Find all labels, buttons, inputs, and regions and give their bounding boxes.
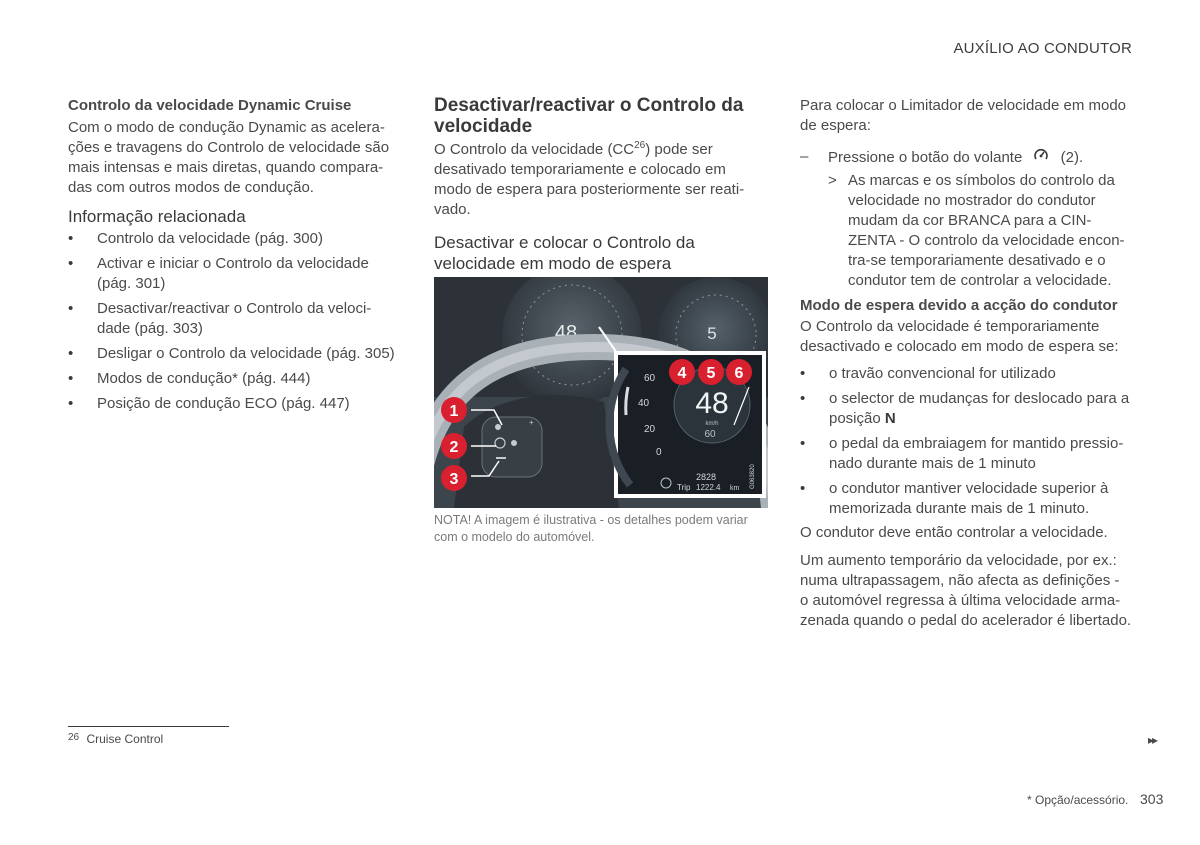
temporary-increase-text	[800, 551, 1140, 631]
option-note: * Opção/acessório.	[1027, 793, 1129, 807]
chapter-header: AUXÍLIO AO CONDUTOR	[953, 40, 1132, 57]
text-line: Com o modo de condução Dynamic as acelera-	[68, 119, 385, 136]
button-label: +	[529, 418, 534, 427]
sub-heading-line: Desactivar e colocar o Controlo da	[434, 233, 695, 252]
step-item	[800, 147, 1140, 167]
footnote	[68, 732, 163, 746]
text-line: • o travão convencional for utilizado	[829, 365, 1056, 382]
trip-label: Trip	[677, 483, 691, 492]
footnote-ref[interactable]: 26	[634, 140, 646, 151]
dynamic-cruise-text	[68, 118, 398, 198]
callout-number: 5	[706, 365, 716, 382]
related-link[interactable]	[68, 394, 408, 414]
link-text[interactable]: • Desactivar/reactivar o Controlo da veloci-	[97, 300, 372, 317]
dynamic-cruise-heading: Controlo da velocidade Dynamic Cruise	[68, 97, 352, 114]
list-item	[800, 479, 1140, 519]
section-intro	[434, 140, 774, 220]
link-text[interactable]: • Activar e iniciar o Controlo da velocidade	[97, 255, 369, 272]
caption-line: NOTA! A imagem é ilustrativa - os detalhes podem variar	[434, 513, 748, 527]
conditions-list	[800, 364, 1140, 524]
callout-number: 2	[449, 439, 459, 456]
step-content	[828, 147, 1083, 169]
trip-value: 1222.4	[696, 483, 721, 492]
button-mark	[495, 424, 501, 430]
text-line: desativado temporariamente e colocado em	[434, 161, 726, 178]
text-line: desactivado e colocado em modo de espera se:	[800, 338, 1119, 355]
text-line: nado durante mais de 1 minuto	[829, 455, 1036, 472]
text-line: vado.	[434, 201, 471, 218]
result-text	[828, 171, 1138, 291]
text-line: tra-se temporariamente desativado e o	[848, 252, 1106, 269]
callout-number: 4	[677, 365, 687, 382]
cluster-speed: 48	[554, 322, 578, 344]
footnote-number: 26	[68, 732, 80, 743]
text-line: o automóvel regressa à última velocidade arma-	[800, 592, 1121, 609]
related-link[interactable]	[68, 254, 408, 294]
footnote-divider	[68, 726, 229, 727]
text-line: memorizada durante mais de 1 minuto.	[829, 500, 1090, 517]
footnote-text: Cruise Control	[86, 732, 164, 746]
text-line: • o selector de mudanças for deslocado para a	[829, 390, 1130, 407]
text-fragment: posição	[829, 410, 885, 427]
intro-text: ) pode ser	[645, 141, 713, 158]
text-line: • o condutor mantiver velocidade superior à	[829, 480, 1109, 497]
steering-wheel-figure	[434, 277, 768, 508]
set-speed: 60	[704, 429, 716, 440]
odometer: 2828	[696, 472, 717, 482]
step-reference: (2).	[1060, 148, 1084, 166]
text-line: modo de espera para posteriormente ser reati-	[434, 181, 745, 198]
title-line: Desactivar/reactivar o Controlo da	[434, 95, 744, 116]
speedometer-icon	[1026, 147, 1056, 169]
text-line: mudam da cor BRANCA para a CIN-	[848, 212, 1092, 229]
link-text[interactable]: • Controlo da velocidade (pág. 300)	[97, 230, 323, 247]
text-line: mais intensas e mais diretas, quando compara-	[68, 159, 384, 176]
related-link[interactable]	[68, 369, 408, 389]
continue-icon: ▸▸	[1148, 733, 1157, 747]
speedometer-icon-graphic	[1033, 147, 1049, 163]
gauge-mark: 20	[644, 424, 656, 435]
text-line: numa ultrapassagem, não afecta as definições -	[800, 572, 1120, 589]
page-number: 303	[1140, 791, 1164, 807]
text-line	[829, 409, 1140, 429]
related-links-list	[68, 229, 408, 419]
gauge-mark: 60	[644, 373, 656, 384]
trip-unit: km	[730, 485, 740, 492]
callout-number: 6	[734, 365, 744, 382]
caption-line: com o modelo do automóvel.	[434, 530, 595, 544]
text-line: • o pedal da embraiagem for mantido pressio-	[829, 435, 1124, 452]
list-item	[800, 364, 1140, 384]
link-text[interactable]: • Desligar o Controlo da velocidade (pág. 305)	[97, 345, 395, 362]
text-line: As marcas e os símbolos do controlo da	[848, 172, 1115, 189]
link-text[interactable]: • Posição de condução ECO (pág. 447)	[97, 395, 350, 412]
standby-intro	[800, 317, 1140, 357]
link-text[interactable]: dade (pág. 303)	[97, 320, 203, 337]
result-marker: >	[828, 172, 837, 189]
text-line: zenada quando o pedal do acelerador é libertado.	[800, 612, 1132, 629]
callout-number: 3	[449, 471, 459, 488]
text-line: Um aumento temporário da velocidade, por ex.:	[800, 552, 1117, 569]
gauge-mark: 0	[656, 447, 662, 458]
title-line: velocidade	[434, 116, 533, 137]
related-link[interactable]	[68, 229, 408, 249]
related-link[interactable]	[68, 344, 408, 364]
driver-control-text: O condutor deve então controlar a velocidade.	[800, 524, 1108, 541]
text-line: das com outros modos de condução.	[68, 179, 314, 196]
list-item	[800, 389, 1140, 429]
intro-text: O Controlo da velocidade (CC	[434, 141, 635, 158]
inset-speed: 48	[695, 387, 729, 420]
list-item	[800, 434, 1140, 474]
related-link[interactable]	[68, 299, 408, 339]
text-line: O Controlo da velocidade é temporariamente	[800, 318, 1100, 335]
text-line: ções e travagens do Controlo de velocidade são	[68, 139, 390, 156]
text-line: ZENTA - O controlo da velocidade encon-	[848, 232, 1125, 249]
callout-number: 1	[449, 403, 459, 420]
step-result	[828, 171, 1138, 291]
text-line: condutor tem de controlar a velocidade.	[848, 272, 1112, 289]
sub-heading-line: velocidade em modo de espera	[434, 254, 672, 273]
gear-position: N	[884, 410, 896, 427]
text-line: de espera:	[800, 117, 871, 134]
step-dash: –	[800, 148, 809, 165]
button-mark	[511, 440, 517, 446]
step-text: Pressione o botão do volante	[828, 148, 1023, 166]
limiter-intro	[800, 96, 1140, 136]
link-text[interactable]: • Modos de condução* (pág. 444)	[97, 370, 311, 387]
text-line: Para colocar o Limitador de velocidade em modo	[800, 97, 1127, 114]
standby-heading: Modo de espera devido a acção do condutor	[800, 297, 1118, 314]
related-info-heading: Informação relacionada	[68, 207, 246, 226]
figure-caption	[434, 512, 774, 546]
speed-unit: km/h	[705, 421, 719, 427]
link-text[interactable]: (pág. 301)	[97, 275, 166, 292]
text-line	[434, 140, 774, 160]
image-code: G063820	[750, 464, 756, 489]
figure-illustration	[434, 277, 768, 508]
button-mark	[496, 457, 506, 459]
gauge-mark: 40	[638, 398, 650, 409]
sub-heading	[434, 232, 774, 274]
section-title	[434, 95, 774, 137]
text-line: velocidade no mostrador do condutor	[848, 192, 1096, 209]
tacho-value: 5	[707, 324, 717, 343]
